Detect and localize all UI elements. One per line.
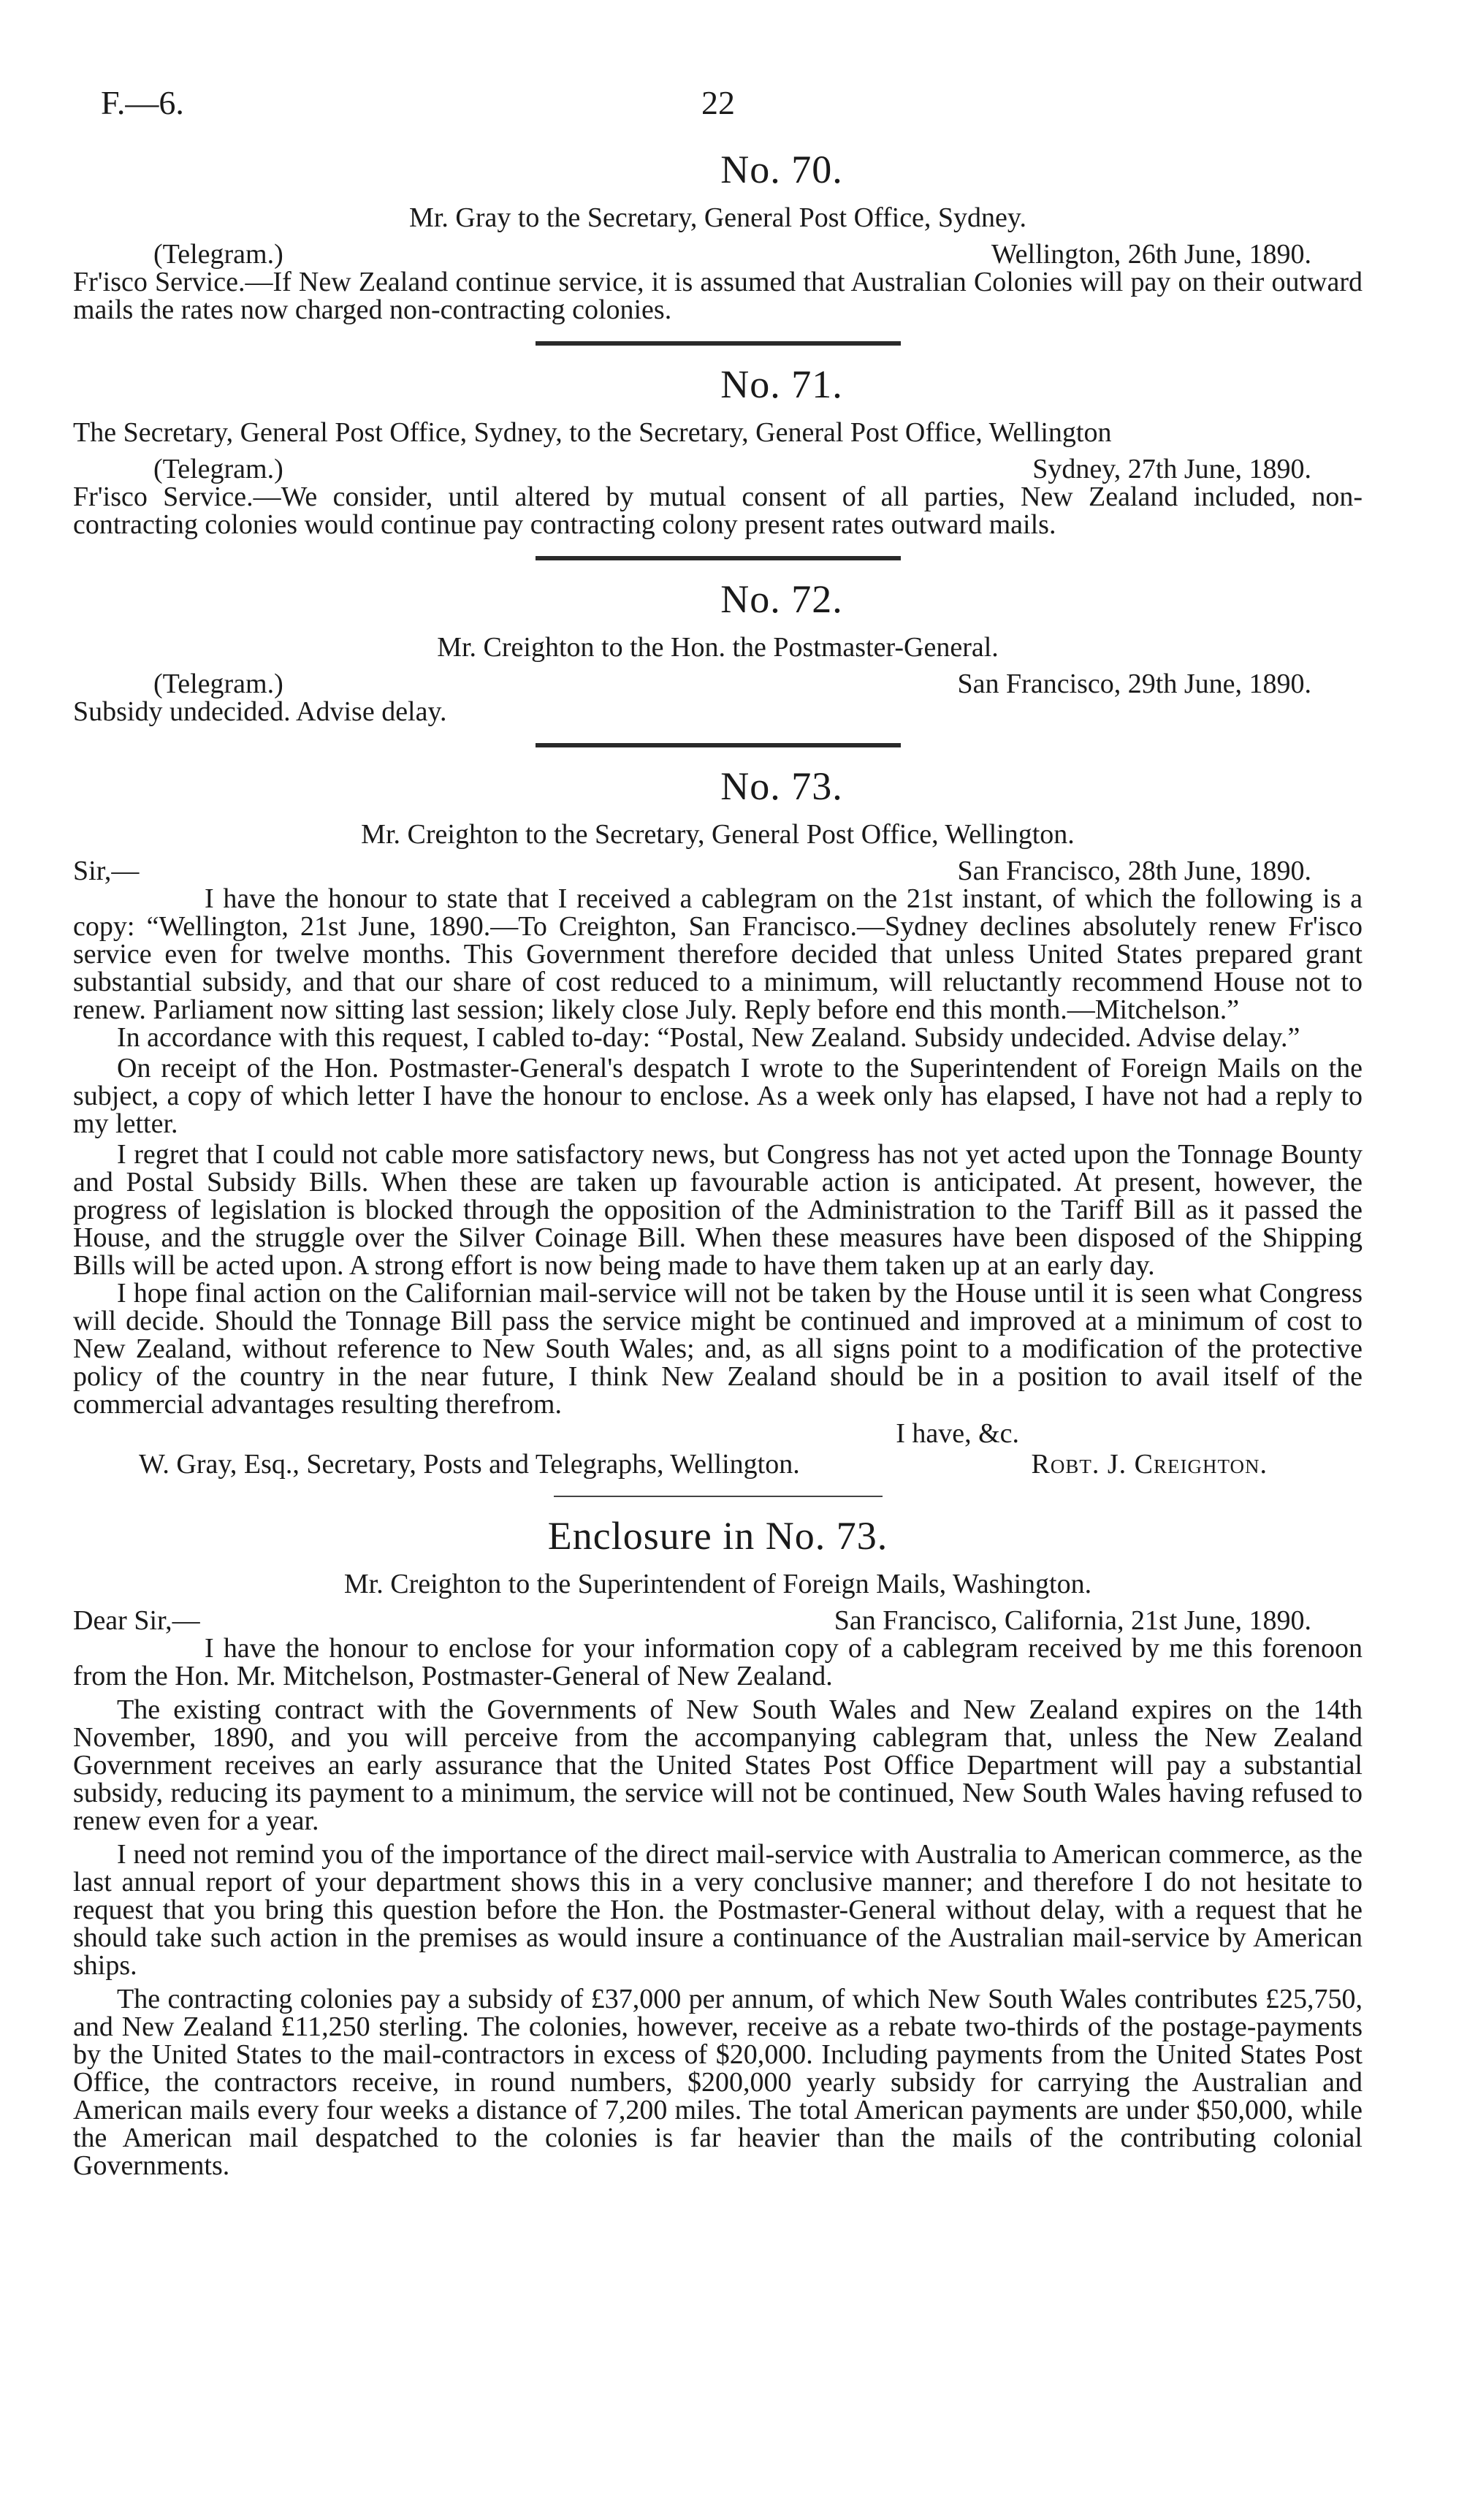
place-date: Wellington, 26th June, 1890. — [991, 239, 1311, 270]
section-no-71 — [73, 362, 1363, 540]
place-date: Sydney, 27th June, 1890. — [1032, 454, 1311, 484]
signature-line — [73, 1450, 1363, 1478]
page-header — [0, 86, 1467, 130]
telegram-body: Fr'isco Service.—We consider, until altered by mutual consent of all parties, New Zealand included, non-contracting colonies would continue pay contracting colony present rates outward mails. — [73, 481, 1363, 540]
section-title: No. 73. — [720, 764, 843, 808]
letter-paragraph: I need not remind you of the importance of the direct mail-service with Australia to American commerce, as the last annual report of your department shows this in a very conclusive manner; and therefore I do not hesitate to request that you bring this question before the Hon. the Postmaster-General without delay, with a request that he should take such action in the premises as would insure a continuance of the Australian mail-service by American ships. — [73, 1839, 1363, 1981]
place-date: San Francisco, 29th June, 1890. — [957, 669, 1311, 699]
section-title: No. 70. — [720, 148, 843, 191]
section-subhead: The Secretary, General Post Office, Sydney, to the Secretary, General Post Office, Wellington — [73, 417, 1112, 448]
document-reference: F.—6. — [101, 84, 184, 121]
section-no-70 — [73, 150, 1363, 324]
telegram-note: (Telegram.) — [153, 669, 283, 699]
letter-closing: I have, &c. — [896, 1418, 1019, 1449]
section-subhead: Mr. Creighton to the Secretary, General Post Office, Wellington. — [361, 819, 1075, 850]
letter-paragraph: I have the honour to state that I received a cablegram on the 21st instant, of which the following is a copy: “Wellington, 21st June, 1890.—To Creighton, San Francisco.—Sydney declines absolutely renew Fr'isco service even for twelve months. This Government therefore decided that unless United States prepared grant substantial subsidy, and that our share of cost reduced to a minimum, will reluctantly recommend House not to renew. Parliament now sitting last session; likely close July. Reply before end this month.—Mitchelson.” — [73, 883, 1363, 1025]
page-content — [73, 150, 1363, 2180]
letter-heading-line — [73, 1607, 1363, 1634]
letter-heading-line — [73, 857, 1363, 885]
section-subhead: Mr. Gray to the Secretary, General Post Office, Sydney. — [409, 202, 1026, 233]
section-no-73 — [73, 766, 1363, 1478]
section-divider — [554, 1496, 883, 1497]
addressee: W. Gray, Esq., Secretary, Posts and Telegraphs, Wellington. — [139, 1449, 800, 1480]
section-divider — [536, 743, 901, 747]
telegram-line — [73, 240, 1363, 268]
section-title: Enclosure in No. 73. — [547, 1514, 888, 1558]
salutation: Sir,— — [73, 856, 140, 886]
place-date: San Francisco, California, 21st June, 1890. — [834, 1605, 1311, 1636]
section-subhead: Mr. Creighton to the Superintendent of Foreign Mails, Washington. — [343, 1569, 1092, 1599]
telegram-note: (Telegram.) — [153, 239, 283, 270]
signature: Robt. J. Creighton. — [1031, 1449, 1268, 1480]
section-divider — [536, 556, 901, 560]
letter-paragraph: The contracting colonies pay a subsidy of £37,000 per annum, of which New South Wales contributes £25,750, and New Zealand £11,250 sterling. The colonies, however, receive as a rebate two-thirds of the postage-payments by the United States to the mail-contractors in excess of $20,000. Including payments from the United States Post Office, the contractors receive, in round numbers, $200,000 yearly subsidy for carrying the Australian and American mails every four weeks a distance of 7,200 miles. The total American payments are under $50,000, while the American mail despatched to the colonies is far heavier than the mails of the contributing colonial Governments. — [73, 1984, 1363, 2181]
letter-paragraph: In accordance with this request, I cabled to-day: “Postal, New Zealand. Subsidy undecided. Advise delay.” — [117, 1022, 1300, 1053]
salutation: Dear Sir,— — [73, 1605, 200, 1636]
place-date: San Francisco, 28th June, 1890. — [957, 856, 1311, 886]
telegram-body: Fr'isco Service.—If New Zealand continue service, it is assumed that Australian Colonies will pay on their outward mails the rates now charged non-contracting colonies. — [73, 267, 1363, 325]
section-no-72 — [73, 579, 1363, 726]
letter-paragraph: On receipt of the Hon. Postmaster-General's despatch I wrote to the Superintendent of Foreign Mails on the subject, a copy of which letter I have the honour to enclose. As a week only has elapsed, I have not had a reply to my letter. — [73, 1053, 1363, 1139]
letter-paragraph: I regret that I could not cable more satisfactory news, but Congress has not yet acted upon the Tonnage Bounty and Postal Subsidy Bills. When these are taken up favourable action is anticipated. At present, however, the progress of legislation is blocked through the opposition of the Administration to the Tariff Bill as it passed the House, and the struggle over the Silver Coinage Bill. When these measures have been disposed of the Shipping Bills will be acted upon. A strong effort is now being made to have them taken up at an early day. — [73, 1139, 1363, 1281]
telegram-body: Subsidy undecided. Advise delay. — [73, 696, 447, 727]
letter-paragraph: I have the honour to enclose for your information copy of a cablegram received by me this forenoon from the Hon. Mr. Mitchelson, Postmaster-General of New Zealand. — [73, 1633, 1363, 1691]
telegram-line — [73, 455, 1363, 483]
section-title: No. 72. — [720, 577, 843, 621]
page-number: 22 — [701, 84, 735, 121]
telegram-note: (Telegram.) — [153, 454, 283, 484]
letter-paragraph: The existing contract with the Governments of New South Wales and New Zealand expires on the 14th November, 1890, and you will perceive from the accompanying cablegram that, unless the New Zealand Government receives an early assurance that the United States Post Office Department will pay a substantial subsidy, reducing its payment to a minimum, the service will not be continued, New South Wales having refused to renew even for a year. — [73, 1694, 1363, 1836]
section-enclosure-no-73 — [73, 1516, 1363, 2180]
section-divider — [536, 341, 901, 346]
telegram-line — [73, 670, 1363, 698]
letter-paragraph: I hope final action on the Californian mail-service will not be taken by the House until it is seen what Congress will decide. Should the Tonnage Bill pass the service might be continued and improved at a minimum of cost to New Zealand, without reference to New South Wales; and, as all signs point to a modification of the protective policy of the country in the near future, I think New Zealand should be in a position to avail itself of the commercial advantages resulting therefrom. — [73, 1278, 1363, 1420]
section-subhead: Mr. Creighton to the Hon. the Postmaster-General. — [437, 632, 999, 663]
section-title: No. 71. — [720, 362, 843, 406]
